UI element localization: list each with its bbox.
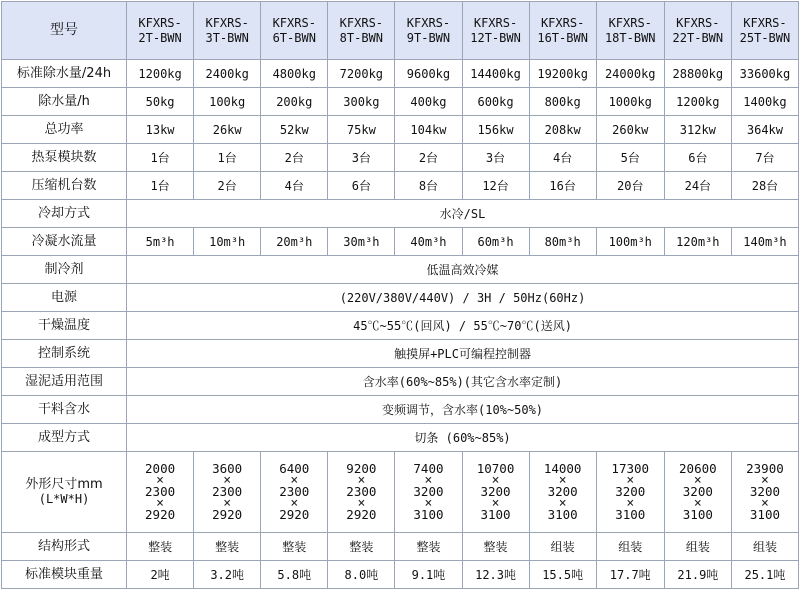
table-cell: 800kg bbox=[529, 88, 596, 116]
model-name-line: 18T-BWN bbox=[604, 30, 656, 45]
row-label: 冷凝水流量 bbox=[2, 228, 127, 256]
dimensions-cell bbox=[194, 452, 261, 533]
model-name-line: KFXRS- bbox=[272, 15, 316, 30]
table-row bbox=[2, 60, 799, 88]
dimension-value: 3200 bbox=[413, 484, 444, 499]
table-cell: 20m³h bbox=[261, 228, 328, 256]
table-cell: 4台 bbox=[529, 144, 596, 172]
row-label: 结构形式 bbox=[2, 533, 127, 561]
table-cell: 2台 bbox=[194, 172, 261, 200]
table-cell: 16台 bbox=[529, 172, 596, 200]
spanning-cell: 水冷/SL bbox=[127, 200, 799, 228]
table-cell: 1台 bbox=[127, 144, 194, 172]
dimension-value: 2920 bbox=[346, 507, 377, 522]
table-cell: 75kw bbox=[328, 116, 395, 144]
table-cell: 24台 bbox=[664, 172, 731, 200]
table-cell: 2400kg bbox=[194, 60, 261, 88]
model-name-line: 2T-BWN bbox=[138, 30, 182, 45]
dimensions-cell bbox=[127, 452, 194, 533]
table-row bbox=[2, 144, 799, 172]
table-cell: 6台 bbox=[664, 144, 731, 172]
dimension-value: 9200 bbox=[346, 461, 377, 476]
table-cell: 600kg bbox=[462, 88, 529, 116]
model-header-cell bbox=[529, 2, 596, 60]
dimensions-label-line: (L*W*H) bbox=[38, 492, 90, 506]
table-cell: 52kw bbox=[261, 116, 328, 144]
table-cell: 3台 bbox=[328, 144, 395, 172]
model-name-line: KFXRS- bbox=[743, 15, 787, 30]
times-sign: × bbox=[156, 496, 164, 511]
dimensions-cell bbox=[529, 452, 596, 533]
table-cell: 2吨 bbox=[127, 561, 194, 589]
model-name-line: 6T-BWN bbox=[272, 30, 316, 45]
times-sign: × bbox=[424, 496, 433, 511]
dimensions-cell bbox=[328, 452, 395, 533]
row-label: 干料含水 bbox=[2, 396, 127, 424]
table-cell: 1200kg bbox=[664, 88, 731, 116]
row-label: 电源 bbox=[2, 284, 127, 312]
dimension-value: 3600 bbox=[212, 461, 243, 476]
dimension-value: 3200 bbox=[682, 484, 713, 499]
table-cell: 260kw bbox=[596, 116, 664, 144]
times-sign: × bbox=[290, 473, 299, 488]
table-cell: 13kw bbox=[127, 116, 194, 144]
dimensions-label bbox=[2, 452, 127, 533]
dimension-value: 14000 bbox=[543, 461, 582, 476]
table-cell: 120m³h bbox=[664, 228, 731, 256]
table-cell: 10m³h bbox=[194, 228, 261, 256]
times-sign: × bbox=[626, 496, 635, 511]
row-label: 热泵模块数 bbox=[2, 144, 127, 172]
row-label: 除水量/h bbox=[2, 88, 127, 116]
model-header-cell bbox=[731, 2, 798, 60]
table-cell: 整装 bbox=[194, 533, 261, 561]
times-sign: × bbox=[357, 496, 366, 511]
model-name-line: KFXRS- bbox=[608, 15, 652, 30]
times-sign: × bbox=[491, 496, 500, 511]
dimensions-cell bbox=[261, 452, 328, 533]
dimension-value: 3100 bbox=[615, 507, 646, 522]
dimensions-cell bbox=[664, 452, 731, 533]
table-row bbox=[2, 312, 799, 340]
row-label: 压缩机台数 bbox=[2, 172, 127, 200]
table-cell: 1400kg bbox=[731, 88, 798, 116]
dimension-value: 23900 bbox=[746, 461, 784, 476]
table-cell: 3.2吨 bbox=[194, 561, 261, 589]
dimension-value: 2300 bbox=[346, 484, 377, 499]
table-cell: 28台 bbox=[731, 172, 798, 200]
row-label: 控制系统 bbox=[2, 340, 127, 368]
table-row bbox=[2, 256, 799, 284]
table-cell: 9.1吨 bbox=[395, 561, 462, 589]
model-header-cell bbox=[328, 2, 395, 60]
model-header-cell bbox=[664, 2, 731, 60]
table-cell: 12.3吨 bbox=[462, 561, 529, 589]
dimension-value: 2300 bbox=[212, 484, 243, 499]
model-header-cell bbox=[261, 2, 328, 60]
table-cell: 8台 bbox=[395, 172, 462, 200]
model-name-line: 25T-BWN bbox=[739, 30, 791, 45]
times-sign: × bbox=[626, 473, 635, 488]
table-cell: 4800kg bbox=[261, 60, 328, 88]
table-row bbox=[2, 200, 799, 228]
table-cell: 组装 bbox=[731, 533, 798, 561]
row-label: 成型方式 bbox=[2, 424, 127, 452]
model-name-line: 9T-BWN bbox=[406, 30, 451, 45]
dimension-value: 2920 bbox=[145, 507, 176, 522]
table-cell: 80m³h bbox=[529, 228, 596, 256]
table-cell: 3台 bbox=[462, 144, 529, 172]
dimension-value: 3100 bbox=[682, 507, 713, 522]
dimension-value: 3100 bbox=[413, 507, 444, 522]
table-cell: 208kw bbox=[529, 116, 596, 144]
model-name-line: KFXRS- bbox=[473, 15, 518, 30]
table-cell: 5.8吨 bbox=[261, 561, 328, 589]
table-cell: 2台 bbox=[395, 144, 462, 172]
table-cell: 24000kg bbox=[596, 60, 664, 88]
times-sign: × bbox=[761, 473, 769, 488]
model-header-label: 型号 bbox=[2, 2, 127, 60]
dimension-value: 3200 bbox=[615, 484, 646, 499]
model-header-cell bbox=[395, 2, 462, 60]
table-cell: 4台 bbox=[261, 172, 328, 200]
table-cell: 组装 bbox=[529, 533, 596, 561]
dimension-value: 20600 bbox=[679, 461, 717, 476]
dimension-value: 2300 bbox=[145, 484, 176, 499]
table-cell: 104kw bbox=[395, 116, 462, 144]
table-cell: 2台 bbox=[261, 144, 328, 172]
times-sign: × bbox=[357, 473, 366, 488]
table-cell: 5台 bbox=[596, 144, 664, 172]
spanning-cell: 低温高效冷媒 bbox=[127, 256, 799, 284]
table-cell: 60m³h bbox=[462, 228, 529, 256]
row-label: 干燥温度 bbox=[2, 312, 127, 340]
table-cell: 7台 bbox=[731, 144, 798, 172]
dimension-value: 3200 bbox=[480, 484, 511, 499]
times-sign: × bbox=[693, 473, 702, 488]
row-label: 总功率 bbox=[2, 116, 127, 144]
table-cell: 6台 bbox=[328, 172, 395, 200]
model-name-line: KFXRS- bbox=[339, 15, 384, 30]
times-sign: × bbox=[693, 496, 702, 511]
table-row bbox=[2, 172, 799, 200]
model-header-cell bbox=[194, 2, 261, 60]
times-sign: × bbox=[156, 473, 164, 488]
table-cell: 140m³h bbox=[731, 228, 798, 256]
times-sign: × bbox=[491, 473, 500, 488]
table-cell: 17.7吨 bbox=[596, 561, 664, 589]
table-cell: 整装 bbox=[328, 533, 395, 561]
times-sign: × bbox=[223, 496, 232, 511]
spanning-cell: (220V/380V/440V) / 3H / 50Hz(60Hz) bbox=[127, 284, 799, 312]
dimension-value: 2300 bbox=[279, 484, 310, 499]
dimension-value: 17300 bbox=[611, 461, 650, 476]
dimension-value: 3100 bbox=[547, 507, 578, 522]
dimensions-cell bbox=[596, 452, 664, 533]
row-label: 湿泥适用范围 bbox=[2, 368, 127, 396]
dimension-value: 2920 bbox=[279, 507, 310, 522]
spanning-cell: 变频调节，含水率(10%~50%) bbox=[127, 396, 799, 424]
table-cell: 40m³h bbox=[395, 228, 462, 256]
times-sign: × bbox=[223, 473, 232, 488]
table-cell: 21.9吨 bbox=[664, 561, 731, 589]
table-cell: 1台 bbox=[127, 172, 194, 200]
dimensions-row bbox=[2, 452, 799, 533]
table-cell: 1000kg bbox=[596, 88, 664, 116]
table-row bbox=[2, 533, 799, 561]
table-cell: 30m³h bbox=[328, 228, 395, 256]
dimension-value: 3100 bbox=[749, 507, 780, 522]
table-row bbox=[2, 228, 799, 256]
spanning-cell: 切条 (60%~85%) bbox=[127, 424, 799, 452]
table-row bbox=[2, 284, 799, 312]
table-cell: 100kg bbox=[194, 88, 261, 116]
spanning-cell: 含水率(60%~85%)(其它含水率定制) bbox=[127, 368, 799, 396]
table-cell: 整装 bbox=[395, 533, 462, 561]
model-name-line: 16T-BWN bbox=[537, 30, 588, 45]
row-label: 冷却方式 bbox=[2, 200, 127, 228]
table-cell: 1200kg bbox=[127, 60, 194, 88]
dimension-value: 7400 bbox=[413, 461, 444, 476]
times-sign: × bbox=[290, 496, 299, 511]
table-cell: 7200kg bbox=[328, 60, 395, 88]
table-cell: 26kw bbox=[194, 116, 261, 144]
table-cell: 12台 bbox=[462, 172, 529, 200]
spanning-cell: 触摸屏+PLC可编程控制器 bbox=[127, 340, 799, 368]
model-name-line: 22T-BWN bbox=[672, 30, 724, 45]
table-cell: 50kg bbox=[127, 88, 194, 116]
table-cell: 25.1吨 bbox=[731, 561, 798, 589]
spanning-cell: 45℃~55℃(回风) / 55℃~70℃(送风) bbox=[127, 312, 799, 340]
table-cell: 400kg bbox=[395, 88, 462, 116]
table-row bbox=[2, 561, 799, 589]
table-cell: 14400kg bbox=[462, 60, 529, 88]
model-name-line: KFXRS- bbox=[676, 15, 720, 30]
dimension-value: 3200 bbox=[547, 484, 578, 499]
dimensions-label-line: 外形尺寸mm bbox=[25, 477, 103, 492]
table-cell: 整装 bbox=[261, 533, 328, 561]
table-cell: 1台 bbox=[194, 144, 261, 172]
table-cell: 15.5吨 bbox=[529, 561, 596, 589]
model-header-cell bbox=[462, 2, 529, 60]
table-cell: 9600kg bbox=[395, 60, 462, 88]
table-cell: 组装 bbox=[664, 533, 731, 561]
table-cell: 33600kg bbox=[731, 60, 798, 88]
table-cell: 364kw bbox=[731, 116, 798, 144]
model-name-line: 3T-BWN bbox=[205, 30, 249, 45]
row-label: 制冷剂 bbox=[2, 256, 127, 284]
header-row bbox=[2, 2, 799, 60]
table-cell: 整装 bbox=[462, 533, 529, 561]
table-cell: 100m³h bbox=[596, 228, 664, 256]
dimension-value: 2000 bbox=[145, 461, 176, 476]
table-row bbox=[2, 340, 799, 368]
dimension-value: 3100 bbox=[480, 507, 511, 522]
dimensions-cell bbox=[462, 452, 529, 533]
model-header-cell bbox=[596, 2, 664, 60]
table-cell: 312kw bbox=[664, 116, 731, 144]
model-name-line: KFXRS- bbox=[406, 15, 451, 30]
model-name-line: 8T-BWN bbox=[339, 30, 384, 45]
times-sign: × bbox=[424, 473, 433, 488]
times-sign: × bbox=[558, 473, 567, 488]
dimension-value: 6400 bbox=[279, 461, 310, 476]
table-cell: 28800kg bbox=[664, 60, 731, 88]
table-cell: 19200kg bbox=[529, 60, 596, 88]
table-row bbox=[2, 88, 799, 116]
times-sign: × bbox=[558, 496, 567, 511]
model-name-line: KFXRS- bbox=[540, 15, 585, 30]
table-cell: 300kg bbox=[328, 88, 395, 116]
table-cell: 组装 bbox=[596, 533, 664, 561]
table-row bbox=[2, 424, 799, 452]
times-sign: × bbox=[761, 496, 769, 511]
table-cell: 8.0吨 bbox=[328, 561, 395, 589]
model-name-line: KFXRS- bbox=[138, 15, 182, 30]
dimension-value: 3200 bbox=[749, 484, 780, 499]
dimensions-cell bbox=[731, 452, 798, 533]
table-row bbox=[2, 396, 799, 424]
dimension-value: 2920 bbox=[212, 507, 243, 522]
table-cell: 200kg bbox=[261, 88, 328, 116]
table-row bbox=[2, 116, 799, 144]
dimensions-cell bbox=[395, 452, 462, 533]
table-cell: 5m³h bbox=[127, 228, 194, 256]
row-label: 标准除水量/24h bbox=[2, 60, 127, 88]
model-header-cell bbox=[127, 2, 194, 60]
row-label: 标准模块重量 bbox=[2, 561, 127, 589]
dimension-value: 10700 bbox=[476, 461, 515, 476]
model-name-line: KFXRS- bbox=[205, 15, 249, 30]
model-name-line: 12T-BWN bbox=[470, 30, 521, 45]
table-cell: 156kw bbox=[462, 116, 529, 144]
spec-table bbox=[1, 1, 799, 589]
table-cell: 20台 bbox=[596, 172, 664, 200]
table-row bbox=[2, 368, 799, 396]
table-cell: 整装 bbox=[127, 533, 194, 561]
